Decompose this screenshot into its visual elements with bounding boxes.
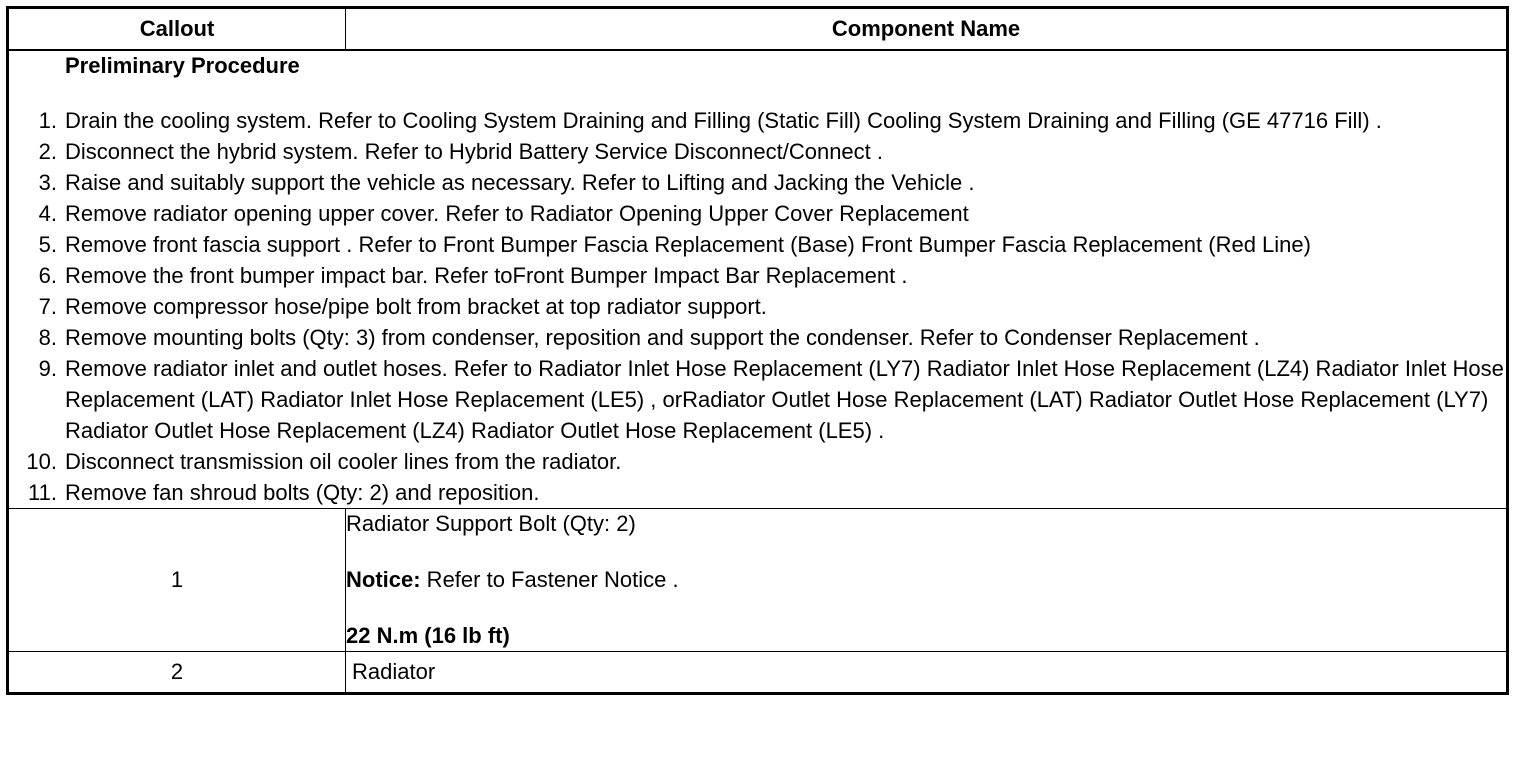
step-text: Remove mounting bolts (Qty: 3) from condenser, reposition and support the condenser. Refer to Condenser Replacement . xyxy=(65,325,1260,350)
procedure-step xyxy=(9,136,1506,167)
callout-number: 1 xyxy=(8,509,346,652)
step-text: Remove radiator inlet and outlet hoses. Refer to Radiator Inlet Hose Replacement (LY7) Radiator Inlet Hose Replacement (LZ4) Radiator Inlet Hose Replacement (LAT) Radiator Inlet Hose Replacement (LE5) , orRadiator Outlet Hose Replacement (LAT) Radiator Outlet Hose Replacement (LY7) Radiator Outlet Hose Replacement (LZ4) Radiator Outlet Hose Replacement (LE5) . xyxy=(65,356,1504,443)
step-number: 5. xyxy=(38,232,57,257)
callout-header: Callout xyxy=(8,8,346,51)
notice-line xyxy=(346,565,1506,595)
step-text: Remove the front bumper impact bar. Refer toFront Bumper Impact Bar Replacement . xyxy=(65,263,908,288)
step-number: 7. xyxy=(38,294,57,319)
component-name: Radiator xyxy=(346,652,1508,694)
step-text: Remove radiator opening upper cover. Refer to Radiator Opening Upper Cover Replacement xyxy=(65,201,969,226)
preliminary-procedure-title: Preliminary Procedure xyxy=(65,53,300,78)
step-text: Remove compressor hose/pipe bolt from bracket at top radiator support. xyxy=(65,294,767,319)
step-number: 3. xyxy=(38,170,57,195)
step-text: Drain the cooling system. Refer to Cooling System Draining and Filling (Static Fill) Cooling System Draining and Filling (GE 47716 Fill) . xyxy=(65,108,1382,133)
procedure-step xyxy=(9,353,1506,446)
procedure-step xyxy=(9,291,1506,322)
step-text: Remove fan shroud bolts (Qty: 2) and reposition. xyxy=(65,480,540,505)
procedure-step xyxy=(9,477,1506,508)
procedure-steps-list xyxy=(9,105,1506,508)
callout-number: 2 xyxy=(8,652,346,694)
procedure-step xyxy=(9,322,1506,353)
component-table xyxy=(6,6,1509,695)
torque-spec: 22 N.m (16 lb ft) xyxy=(346,623,510,648)
step-number: 11. xyxy=(28,480,57,505)
procedure-step xyxy=(9,198,1506,229)
component-details xyxy=(346,509,1508,652)
step-text: Remove front fascia support . Refer to Front Bumper Fascia Replacement (Base) Front Bumper Fascia Replacement (Red Line) xyxy=(65,232,1311,257)
component-row xyxy=(8,652,1508,694)
procedure-step xyxy=(9,260,1506,291)
step-text: Disconnect transmission oil cooler lines from the radiator. xyxy=(65,449,622,474)
step-number: 9. xyxy=(38,356,57,381)
step-number: 4. xyxy=(38,201,57,226)
step-number: 6. xyxy=(38,263,57,288)
header-row xyxy=(8,8,1508,51)
component-row xyxy=(8,509,1508,652)
step-text: Disconnect the hybrid system. Refer to Hybrid Battery Service Disconnect/Connect . xyxy=(65,139,884,164)
step-text: Raise and suitably support the vehicle as necessary. Refer to Lifting and Jacking the Vehicle . xyxy=(65,170,975,195)
preliminary-procedure-cell xyxy=(8,50,1508,509)
procedure-step xyxy=(9,105,1506,136)
component-name: Radiator Support Bolt (Qty: 2) xyxy=(346,511,636,536)
procedure-step xyxy=(9,167,1506,198)
procedure-step xyxy=(9,229,1506,260)
step-number: 8. xyxy=(38,325,57,350)
preliminary-procedure-row xyxy=(8,50,1508,509)
step-number: 1. xyxy=(38,108,57,133)
procedure-step xyxy=(9,446,1506,477)
step-number: 10. xyxy=(26,449,57,474)
notice-label: Notice: xyxy=(346,567,421,592)
notice-text: Refer to Fastener Notice . xyxy=(420,567,679,592)
component-name-header: Component Name xyxy=(346,8,1508,51)
step-number: 2. xyxy=(38,139,57,164)
